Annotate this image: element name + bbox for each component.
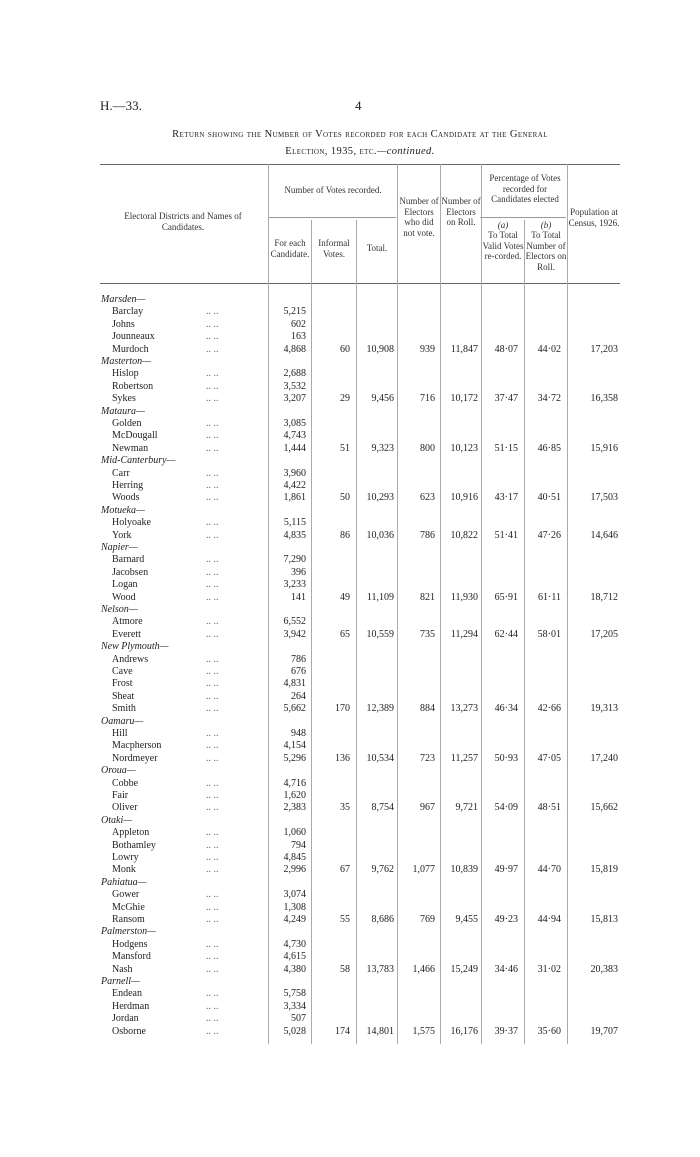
informal-votes: 170 <box>335 703 350 715</box>
pct-electors: 40·51 <box>537 492 561 504</box>
did-not-vote: 1,077 <box>412 864 435 876</box>
candidate-votes: 2,383 <box>283 802 306 814</box>
leader-dots: .. .. <box>206 517 219 529</box>
candidate-name: Hodgens <box>112 938 148 950</box>
col-population-header: Population at Census, 1926. <box>568 207 620 228</box>
candidate-name: Mansford <box>112 951 151 963</box>
candidate-votes: 3,085 <box>283 418 306 429</box>
table-title <box>100 126 620 160</box>
leader-dots: .. .. <box>206 690 219 702</box>
votes-group-rule <box>268 217 396 218</box>
pct-electors: 31·02 <box>537 963 561 975</box>
leader-dots: .. .. <box>206 802 219 814</box>
did-not-vote: 1,466 <box>412 963 435 975</box>
leader-dots: .. .. <box>206 827 219 839</box>
candidate-name: Carr <box>112 467 130 479</box>
total-votes: 14,801 <box>366 1025 394 1037</box>
leader-dots: .. .. <box>206 653 219 665</box>
candidate-name: Lowry <box>112 852 139 863</box>
candidate-votes: 5,028 <box>283 1025 306 1037</box>
candidate-name: Newman <box>112 442 149 454</box>
col-votes-group-header: Number of Votes recorded. <box>284 185 382 195</box>
candidate-votes: 3,074 <box>283 889 306 901</box>
title-line-2: Election, 1935, etc. <box>285 146 377 157</box>
did-not-vote: 623 <box>420 492 435 504</box>
population: 17,203 <box>590 343 618 355</box>
population: 15,916 <box>590 442 618 454</box>
electors-on-roll: 11,847 <box>450 343 478 355</box>
candidate-votes: 4,615 <box>283 951 306 963</box>
candidate-votes: 3,207 <box>283 393 306 405</box>
col-on-roll-header: Number of Electors on Roll. <box>441 196 481 227</box>
candidate-votes: 1,861 <box>283 492 306 504</box>
leader-dots: .. .. <box>206 889 219 901</box>
divider-population <box>567 164 568 1044</box>
candidate-name: Osborne <box>112 1025 146 1037</box>
total-votes: 10,908 <box>366 343 394 355</box>
col-did-not-vote-header: Number of Electors who did not vote. <box>399 196 439 238</box>
population: 17,503 <box>590 492 618 504</box>
candidate-name: Endean <box>112 988 142 1000</box>
candidate-votes: 4,422 <box>283 480 306 491</box>
leader-dots: .. .. <box>206 529 219 541</box>
candidate-name: Logan <box>112 579 138 591</box>
leader-dots: .. .. <box>206 951 219 963</box>
candidate-name: Bothamley <box>112 839 156 851</box>
informal-votes: 49 <box>340 591 350 603</box>
candidate-votes: 163 <box>291 331 306 343</box>
candidate-votes: 4,743 <box>283 430 306 442</box>
electors-on-roll: 15,249 <box>450 963 478 975</box>
electors-on-roll: 10,839 <box>450 864 478 876</box>
candidate-name: Sheat <box>112 690 135 702</box>
candidate-votes: 396 <box>291 566 306 578</box>
pct-valid-votes: 48·07 <box>494 343 518 355</box>
candidate-votes: 507 <box>291 1013 306 1025</box>
candidate-name: Golden <box>112 418 142 429</box>
candidate-votes: 5,215 <box>283 306 306 318</box>
pct-valid-votes: 39·37 <box>494 1025 518 1037</box>
electors-on-roll: 10,822 <box>450 529 478 541</box>
candidate-votes: 3,233 <box>283 579 306 591</box>
total-votes: 9,456 <box>371 393 394 405</box>
candidate-name: Woods <box>112 492 140 504</box>
candidate-name: Appleton <box>112 827 150 839</box>
population: 17,240 <box>590 752 618 764</box>
population: 17,205 <box>590 628 618 640</box>
total-votes: 11,109 <box>366 591 394 603</box>
candidate-votes: 4,154 <box>283 740 306 752</box>
leader-dots: .. .. <box>206 467 219 479</box>
pct-electors: 61·11 <box>538 591 561 603</box>
electors-on-roll: 10,916 <box>450 492 478 504</box>
informal-votes: 86 <box>340 529 350 541</box>
candidate-votes: 4,380 <box>283 963 306 975</box>
total-votes: 9,323 <box>371 442 394 454</box>
col-pct-b-label: (b) <box>540 220 552 230</box>
did-not-vote: 939 <box>420 343 435 355</box>
population: 20,383 <box>590 963 618 975</box>
informal-votes: 67 <box>340 864 350 876</box>
candidate-name: Atmore <box>112 616 143 628</box>
candidate-name: Jacobsen <box>112 566 149 578</box>
candidate-name: Everett <box>112 628 141 640</box>
did-not-vote: 723 <box>420 752 435 764</box>
did-not-vote: 800 <box>420 442 435 454</box>
total-votes: 8,686 <box>371 914 394 925</box>
total-votes: 10,293 <box>366 492 394 504</box>
population: 15,819 <box>590 864 618 876</box>
leader-dots: .. .. <box>206 418 219 429</box>
pct-valid-votes: 51·41 <box>494 529 518 541</box>
informal-votes: 29 <box>340 393 350 405</box>
candidate-votes: 4,845 <box>283 852 306 863</box>
pct-valid-votes: 37·47 <box>494 393 518 405</box>
candidate-name: Gower <box>112 889 140 901</box>
candidate-name: Fair <box>112 790 129 801</box>
did-not-vote: 967 <box>420 802 435 814</box>
candidate-name: Frost <box>112 678 133 690</box>
did-not-vote: 735 <box>420 628 435 640</box>
leader-dots: .. .. <box>206 380 219 392</box>
candidate-name: Cave <box>112 666 133 677</box>
candidate-name: Barclay <box>112 306 144 318</box>
candidate-name: Sykes <box>112 393 136 405</box>
did-not-vote: 821 <box>420 591 435 603</box>
leader-dots: .. .. <box>206 393 219 405</box>
pct-valid-votes: 65·91 <box>494 591 518 603</box>
candidate-name: Barnard <box>112 554 145 566</box>
pct-electors: 47·26 <box>537 529 561 541</box>
col-pct-group-header: Percentage of Votes recorded for Candidates elected <box>489 173 561 204</box>
leader-dots: .. .. <box>206 901 219 913</box>
population: 19,313 <box>590 703 618 715</box>
leader-dots: .. .. <box>206 740 219 752</box>
pct-valid-votes: 54·09 <box>494 802 518 814</box>
total-votes: 9,762 <box>371 864 394 876</box>
candidate-name: York <box>112 529 132 541</box>
candidate-votes: 6,552 <box>283 616 306 628</box>
candidate-votes: 3,334 <box>283 1000 306 1012</box>
district-name: Pahiatua— <box>101 876 147 888</box>
title-continued: —continued. <box>376 146 435 157</box>
did-not-vote: 884 <box>420 703 435 715</box>
leader-dots: .. .. <box>206 852 219 863</box>
candidate-votes: 4,835 <box>283 529 306 541</box>
candidate-name: Johns <box>112 318 135 330</box>
candidate-votes: 2,688 <box>283 368 306 380</box>
candidate-votes: 5,296 <box>283 752 306 764</box>
table-top-rule <box>100 164 620 165</box>
candidate-name: Murdoch <box>112 343 149 355</box>
district-name: Motueka— <box>101 504 145 516</box>
divider-on-roll <box>440 164 441 1044</box>
district-name: Oamaru— <box>101 715 144 727</box>
candidate-name: Ransom <box>112 914 145 925</box>
leader-dots: .. .. <box>206 914 219 925</box>
col-district-header: Electoral Districts and Names of Candidates. <box>124 211 242 232</box>
leader-dots: .. .. <box>206 579 219 591</box>
district-name: Marsden— <box>101 294 146 305</box>
population: 15,662 <box>590 802 618 814</box>
population: 14,646 <box>590 529 618 541</box>
col-for-each-header: For each Candidate. <box>270 238 310 259</box>
leader-dots: .. .. <box>206 442 219 454</box>
candidate-votes: 141 <box>291 591 306 603</box>
candidate-votes: 4,868 <box>283 343 306 355</box>
candidate-votes: 3,960 <box>283 467 306 479</box>
candidate-votes: 264 <box>291 690 306 702</box>
electors-on-roll: 10,172 <box>450 393 478 405</box>
leader-dots: .. .. <box>206 777 219 789</box>
pct-valid-votes: 43·17 <box>494 492 518 504</box>
informal-votes: 60 <box>340 343 350 355</box>
candidate-votes: 2,996 <box>283 864 306 876</box>
electors-on-roll: 11,930 <box>450 591 478 603</box>
district-name: Parnell— <box>101 976 140 987</box>
population: 15,813 <box>590 914 618 925</box>
candidate-name: Oliver <box>112 802 138 814</box>
candidate-votes: 676 <box>291 666 306 677</box>
informal-votes: 136 <box>335 752 350 764</box>
pct-valid-votes: 62·44 <box>494 628 518 640</box>
total-votes: 8,754 <box>371 802 394 814</box>
candidate-votes: 948 <box>291 728 306 739</box>
population: 18,712 <box>590 591 618 603</box>
pct-electors: 35·60 <box>537 1025 561 1037</box>
district-name: Mataura— <box>101 405 145 417</box>
candidate-votes: 1,444 <box>283 442 306 454</box>
candidate-name: McDougall <box>112 430 158 442</box>
leader-dots: .. .. <box>206 331 219 343</box>
pct-electors: 48·51 <box>537 802 561 814</box>
page-ref: H.—33. <box>100 98 142 113</box>
leader-dots: .. .. <box>206 628 219 640</box>
title-line-1: Return showing the Number of Votes recorded for each Candidate at the General <box>172 129 548 140</box>
leader-dots: .. .. <box>206 963 219 975</box>
leader-dots: .. .. <box>206 864 219 876</box>
candidate-name: Jordan <box>112 1013 139 1025</box>
leader-dots: .. .. <box>206 728 219 739</box>
electors-on-roll: 11,294 <box>450 628 478 640</box>
divider-pct-a <box>481 164 482 1044</box>
candidate-name: Monk <box>112 864 136 876</box>
electors-on-roll: 11,257 <box>450 752 478 764</box>
electors-on-roll: 9,455 <box>455 914 478 925</box>
page-number: 4 <box>355 98 362 113</box>
divider-did-not-vote <box>397 164 398 1044</box>
candidate-votes: 1,308 <box>283 901 306 913</box>
population: 16,358 <box>590 393 618 405</box>
candidate-name: Robertson <box>112 380 154 392</box>
leader-dots: .. .. <box>206 666 219 677</box>
candidate-votes: 5,115 <box>283 517 306 529</box>
pct-valid-votes: 49·23 <box>494 914 518 925</box>
district-name: Masterton— <box>101 356 151 367</box>
informal-votes: 51 <box>340 442 350 454</box>
leader-dots: .. .. <box>206 480 219 491</box>
candidate-votes: 602 <box>291 318 306 330</box>
district-name: Nelson— <box>101 604 138 615</box>
candidate-votes: 4,831 <box>283 678 306 690</box>
district-name: Otaki— <box>101 814 133 826</box>
candidate-name: McGhie <box>112 901 145 913</box>
total-votes: 10,559 <box>366 628 394 640</box>
candidate-votes: 5,758 <box>283 988 306 1000</box>
candidate-name: Nash <box>112 963 133 975</box>
candidate-votes: 4,730 <box>283 938 306 950</box>
pct-electors: 44·70 <box>537 864 561 876</box>
leader-dots: .. .. <box>206 566 219 578</box>
leader-dots: .. .. <box>206 1000 219 1012</box>
pct-valid-votes: 50·93 <box>494 752 518 764</box>
district-name: Palmerston— <box>101 926 156 938</box>
candidate-name: Hislop <box>112 368 139 380</box>
candidate-votes: 794 <box>291 839 306 851</box>
leader-dots: .. .. <box>206 938 219 950</box>
candidate-name: Macpherson <box>112 740 162 752</box>
pct-valid-votes: 51·15 <box>494 442 518 454</box>
total-votes: 10,036 <box>366 529 394 541</box>
candidate-name: Jounneaux <box>112 331 155 343</box>
table-head-rule <box>100 283 620 284</box>
leader-dots: .. .. <box>206 554 219 566</box>
candidate-name: Wood <box>112 591 136 603</box>
total-votes: 10,534 <box>366 752 394 764</box>
informal-votes: 35 <box>340 802 350 814</box>
leader-dots: .. .. <box>206 306 219 318</box>
informal-votes: 174 <box>335 1025 350 1037</box>
informal-votes: 55 <box>340 914 350 925</box>
candidate-name: Cobbe <box>112 777 139 789</box>
candidate-name: Andrews <box>112 653 149 665</box>
candidate-votes: 1,620 <box>283 790 306 801</box>
total-votes: 12,389 <box>366 703 394 715</box>
pct-electors: 34·72 <box>537 393 561 405</box>
candidate-votes: 3,942 <box>283 628 306 640</box>
col-informal-header: Informal Votes. <box>318 238 350 259</box>
informal-votes: 65 <box>340 628 350 640</box>
pct-electors: 47·05 <box>537 752 561 764</box>
candidate-name: Herdman <box>112 1000 150 1012</box>
candidate-votes: 4,249 <box>283 914 306 925</box>
total-votes: 13,783 <box>366 963 394 975</box>
pct-valid-votes: 49·97 <box>494 864 518 876</box>
electors-on-roll: 16,176 <box>450 1025 478 1037</box>
leader-dots: .. .. <box>206 318 219 330</box>
leader-dots: .. .. <box>206 492 219 504</box>
col-pct-a-label: (a) <box>497 220 509 230</box>
leader-dots: .. .. <box>206 616 219 628</box>
did-not-vote: 1,575 <box>412 1025 435 1037</box>
district-name: Mid-Canterbury— <box>101 455 176 467</box>
did-not-vote: 716 <box>420 393 435 405</box>
pct-electors: 44·02 <box>537 343 561 355</box>
leader-dots: .. .. <box>206 839 219 851</box>
candidate-votes: 5,662 <box>283 703 306 715</box>
leader-dots: .. .. <box>206 1025 219 1037</box>
did-not-vote: 786 <box>420 529 435 541</box>
pct-electors: 44·94 <box>537 914 561 925</box>
population: 19,707 <box>590 1025 618 1037</box>
col-pct-a-header: To Total Valid Votes re-corded. <box>482 230 524 261</box>
candidate-votes: 4,716 <box>283 777 306 789</box>
leader-dots: .. .. <box>206 790 219 801</box>
informal-votes: 50 <box>340 492 350 504</box>
col-total-header: Total. <box>366 243 388 253</box>
leader-dots: .. .. <box>206 343 219 355</box>
candidate-votes: 786 <box>291 653 306 665</box>
candidate-votes: 3,532 <box>283 380 306 392</box>
leader-dots: .. .. <box>206 591 219 603</box>
electors-on-roll: 9,721 <box>455 802 478 814</box>
candidate-votes: 7,290 <box>283 554 306 566</box>
leader-dots: .. .. <box>206 368 219 380</box>
pct-electors: 46·85 <box>537 442 561 454</box>
electors-on-roll: 13,273 <box>450 703 478 715</box>
informal-votes: 58 <box>340 963 350 975</box>
pct-electors: 42·66 <box>537 703 561 715</box>
pct-valid-votes: 46·34 <box>494 703 518 715</box>
electors-on-roll: 10,123 <box>450 442 478 454</box>
district-name: Oroua— <box>101 765 136 777</box>
leader-dots: .. .. <box>206 752 219 764</box>
pct-electors: 58·01 <box>537 628 561 640</box>
leader-dots: .. .. <box>206 678 219 690</box>
leader-dots: .. .. <box>206 703 219 715</box>
candidate-name: Hill <box>112 728 128 739</box>
pct-valid-votes: 34·46 <box>494 963 518 975</box>
leader-dots: .. .. <box>206 430 219 442</box>
candidate-name: Holyoake <box>112 517 151 529</box>
candidate-name: Herring <box>112 480 144 491</box>
candidate-name: Smith <box>112 703 136 715</box>
pct-group-rule <box>480 217 566 218</box>
col-pct-b-header: To Total Number of Electors on Roll. <box>525 230 567 272</box>
district-name: Napier— <box>101 542 138 553</box>
candidate-name: Nordmeyer <box>112 752 158 764</box>
district-name: New Plymouth— <box>101 641 169 653</box>
candidate-votes: 1,060 <box>283 827 306 839</box>
did-not-vote: 769 <box>420 914 435 925</box>
leader-dots: .. .. <box>206 988 219 1000</box>
leader-dots: .. .. <box>206 1013 219 1025</box>
